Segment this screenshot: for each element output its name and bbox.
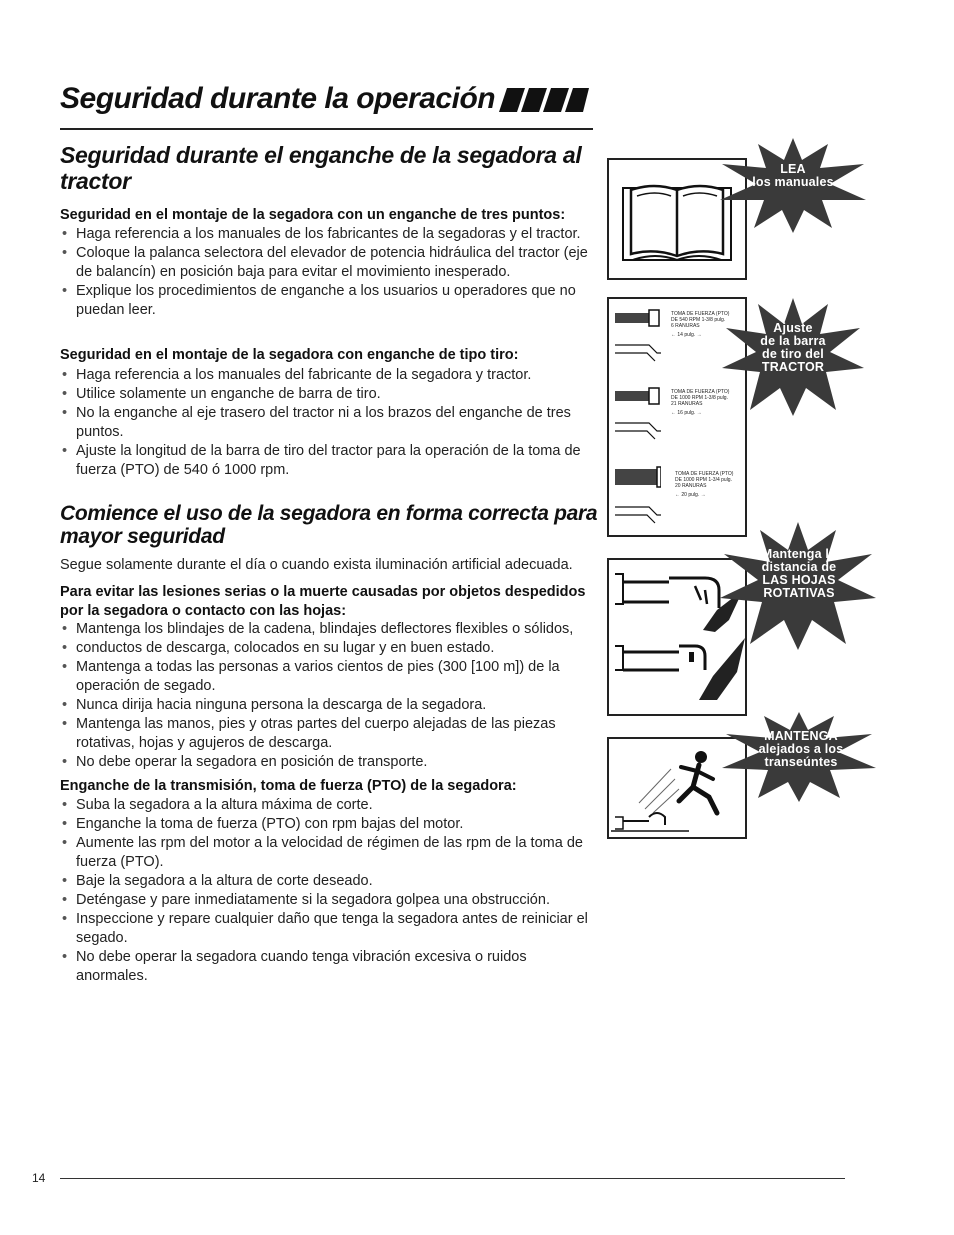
intro-paragraph: Segue solamente durante el día o cuando exista iluminación artificial adecuada. xyxy=(60,557,573,573)
section-heading-start: Comience el uso de la segadora en forma correcta para mayor seguridad xyxy=(60,502,598,548)
title-rule xyxy=(60,128,593,130)
list-three-point xyxy=(60,225,590,320)
pto-shaft-1000-large-icon xyxy=(613,465,661,525)
subheading-pto: Enganche de la transmisión, toma de fuerza (PTO) de la segadora: xyxy=(60,778,517,794)
list-item: • Utilice solamente un enganche de barra de tiro. xyxy=(60,385,590,404)
list-pto xyxy=(60,796,590,986)
list-item: • No debe operar la segadora en posición de transporte. xyxy=(60,753,590,772)
page-number: 14 xyxy=(32,1171,46,1185)
subheading-three-point: Seguridad en el montaje de la segadora con un enganche de tres puntos: xyxy=(60,207,566,223)
list-item: • Mantenga los blindajes de la cadena, blindajes deflectores flexibles o sólidos, xyxy=(60,620,590,639)
list-item: • Coloque la palanca selectora del elevador de potencia hidráulica del tractor (eje de balancín) en posición baja para evitar el movimiento inesperado. xyxy=(60,244,590,282)
pto-shaft-1000-small-icon xyxy=(613,385,661,440)
section-heading-hitch: Seguridad durante el enganche de la segadora al tractor xyxy=(60,142,582,194)
subheading-injuries: Para evitar las lesiones serias o la muerte causadas por objetos despedidos por la segadora o contacto con las hojas: xyxy=(60,584,586,619)
pto-shaft-540-icon xyxy=(613,307,661,362)
callout-read-manuals: LEA los manuales xyxy=(752,162,834,189)
list-item: • Suba la segadora a la altura máxima de corte. xyxy=(60,796,590,815)
list-drawbar xyxy=(60,366,590,480)
list-item: • Nunca dirija hacia ninguna persona la descarga de la segadora. xyxy=(60,696,590,715)
callout-keep-distance: Mantenga la distancia de LAS HOJAS ROTATIVAS xyxy=(761,547,837,600)
callout-keep-away: MANTENGA alejados a los transeúntes xyxy=(758,729,844,769)
list-item: • Inspeccione y repare cualquier daño que tenga la segadora antes de reiniciar el segado. xyxy=(60,910,590,948)
list-item: • Explique los procedimientos de enganche a los usuarios u operadores que no puedan leer. xyxy=(60,282,590,320)
list-item: • conductos de descarga, colocados en su lugar y en buen estado. xyxy=(60,639,590,658)
list-item: • Ajuste la longitud de la barra de tiro del tractor para la operación de la toma de fuerza (PTO) de 540 ó 1000 rpm. xyxy=(60,442,590,480)
list-item: • Enganche la toma de fuerza (PTO) con rpm bajas del motor. xyxy=(60,815,590,834)
callout-adjust-bar: Ajuste de la barra de tiro del TRACTOR xyxy=(760,321,826,374)
pto-spec-1000-large: TOMA DE FUERZA (PTO) DE 1000 RPM 1-3/4 pulg. 20 RANURAS ← 20 pulg. → xyxy=(675,471,734,498)
list-item: • No la enganche al eje trasero del tractor ni a los brazos del enganche de tres puntos. xyxy=(60,404,590,442)
list-item: • Deténgase y pare inmediatamente si la segadora golpea una obstrucción. xyxy=(60,891,590,910)
footer-rule xyxy=(60,1178,845,1179)
list-injuries xyxy=(60,620,590,772)
subheading-drawbar: Seguridad en el montaje de la segadora con enganche de tipo tiro: xyxy=(60,347,519,363)
list-item: • Mantenga las manos, pies y otras partes del cuerpo alejadas de las piezas rotativas, hojas y agujeros de descarga. xyxy=(60,715,590,753)
list-item: • Baje la segadora a la altura de corte deseado. xyxy=(60,872,590,891)
list-item: • Haga referencia a los manuales del fabricante de la segadora y tractor. xyxy=(60,366,590,385)
pto-spec-540: TOMA DE FUERZA (PTO) DE 540 RPM 1-3/8 pulg. 6 RANURAS ← 14 pulg. → xyxy=(671,311,730,338)
list-item: • Mantenga a todas las personas a varios cientos de pies (300 [100 m]) de la operación de segado. xyxy=(60,658,590,696)
page-title: Seguridad durante la operación xyxy=(60,82,496,115)
list-item: • Aumente las rpm del motor a la velocidad de régimen de las rpm de la toma de fuerza (PTO). xyxy=(60,834,590,872)
list-item: • No debe operar la segadora cuando tenga vibración excesiva o ruidos anormales. xyxy=(60,948,590,986)
pto-spec-1000-small: TOMA DE FUERZA (PTO) DE 1000 RPM 1-3/8 pulg. 21 RANURAS ← 16 pulg. → xyxy=(671,389,730,416)
list-item: • Haga referencia a los manuales de los fabricantes de la segadoras y el tractor. xyxy=(60,225,590,244)
title-decoration-bars xyxy=(497,88,589,112)
